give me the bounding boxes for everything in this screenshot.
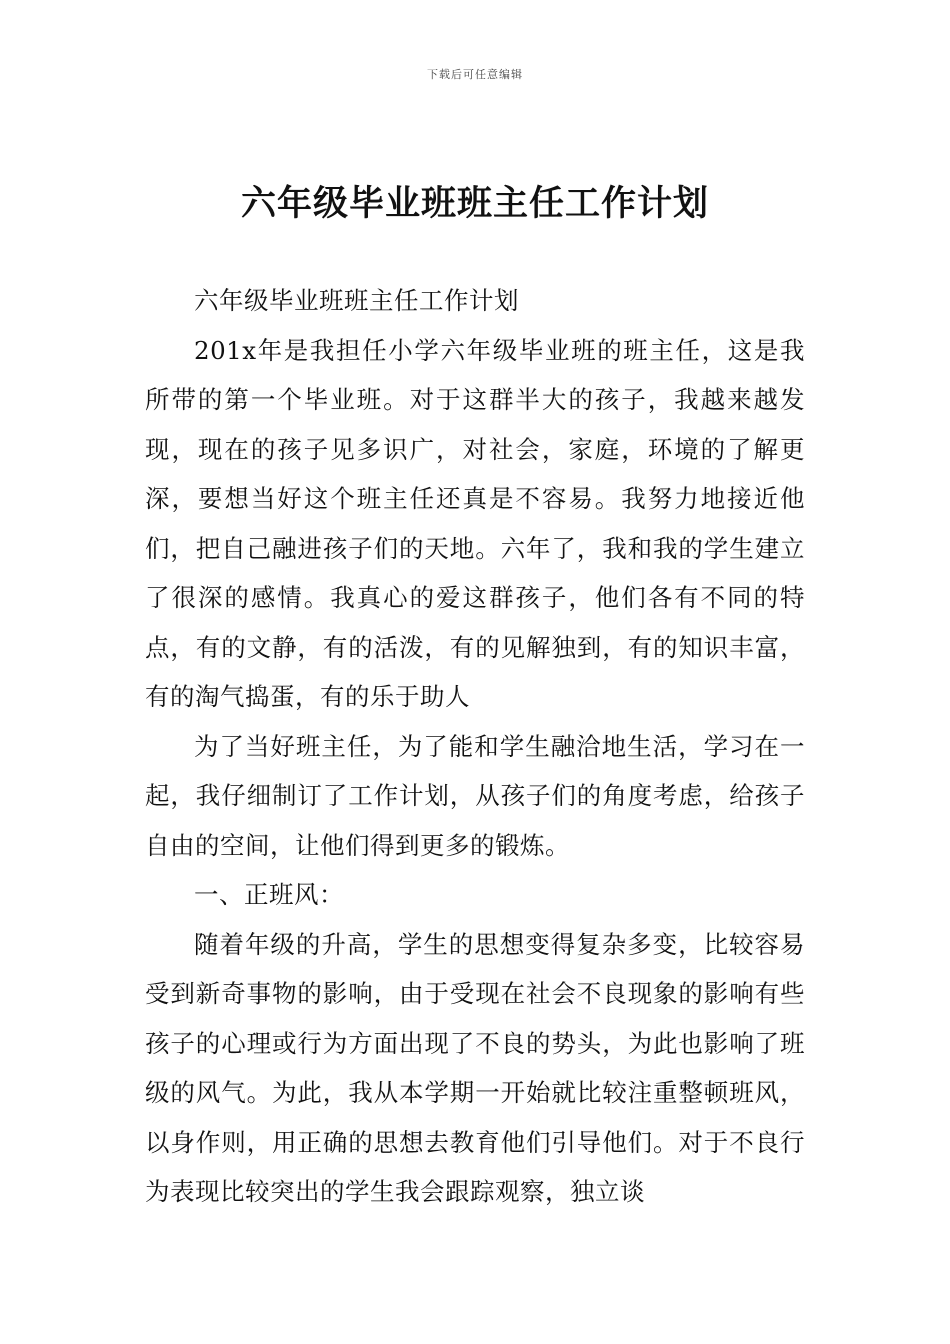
header-note: 下载后可任意编辑 xyxy=(427,68,523,81)
paragraph-intro: 201x年是我担任小学六年级毕业班的班主任，这是我所带的第一个毕业班。对于这群半大的孩子，我越来越发现，现在的孩子见多识广，对社会，家庭，环境的了解更深，要想当好这个班主任还真是不容易。我努力地接近他们，把自己融进孩子们的天地。六年了，我和我的学生建立了很深的感情。我真心的爱这群孩子，他们各有不同的特点，有的文静，有的活泼，有的见解独到，有的知识丰富，有的淘气捣蛋，有的乐于助人 xyxy=(145,335,805,711)
paragraph-class-style: 随着年级的升高，学生的思想变得复杂多变，比较容易受到新奇事物的影响，由于受现在社会不良现象的影响有些孩子的心理或行为方面出现了不良的势头，为此也影响了班级的风气。为此，我从本学期一开始就比较注重整顿班风，以身作则，用正确的思想去教育他们引导他们。对于不良行为表现比较突出的学生我会跟踪观察，独立谈 xyxy=(145,929,805,1206)
document-title: 六年级毕业班班主任工作计划 xyxy=(240,184,709,224)
paragraph-subtitle: 六年级毕业班班主任工作计划 xyxy=(194,286,519,315)
paragraph-plan: 为了当好班主任，为了能和学生融洽地生活，学习在一起，我仔细制订了工作计划，从孩子们的角度考虑，给孩子自由的空间，让他们得到更多的锻炼。 xyxy=(145,731,805,860)
document-body xyxy=(145,276,805,1217)
section-heading: 一、正班风： xyxy=(194,880,344,909)
